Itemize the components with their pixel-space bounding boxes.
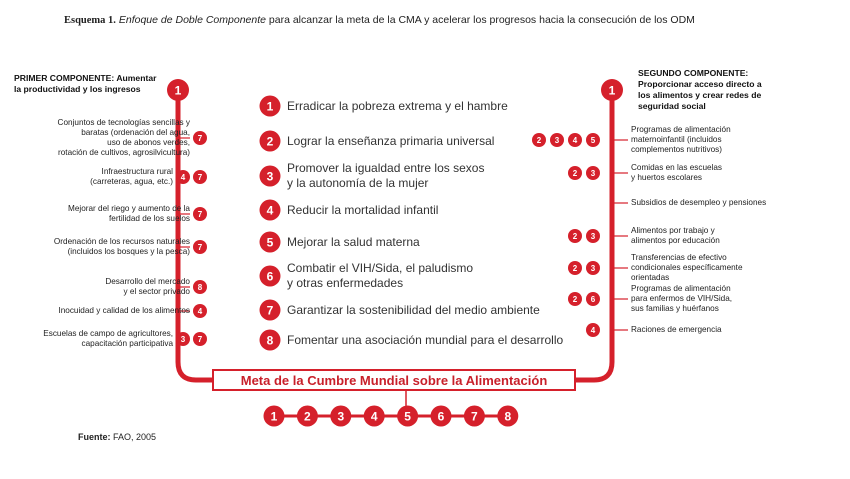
bottom-badge	[264, 406, 285, 427]
left-item-line: rotación de cultivos, agrosilvicultura)	[58, 148, 190, 157]
left-item-label	[15, 118, 190, 158]
right-item-badge-number: 3	[554, 135, 560, 145]
right-item-badge-number: 2	[572, 168, 578, 178]
top-left-badge	[167, 79, 189, 101]
goal-line: y otras enfermedades	[287, 276, 404, 290]
left-item-line: fertilidad de los suelos	[108, 214, 190, 223]
bottom-badge-number: 2	[304, 409, 311, 424]
source-label: Fuente:	[78, 432, 111, 442]
left-item-line: Inocuidad y calidad de los alimentos	[58, 306, 190, 315]
goal-line: y la autonomía de la mujer	[287, 176, 429, 190]
right-item-badge	[568, 229, 582, 243]
bottom-badge	[330, 406, 351, 427]
left-item-label	[15, 306, 190, 316]
left-heading-line: PRIMER COMPONENTE: Aumentar	[14, 73, 157, 83]
caption-title: Enfoque de Doble Componente	[118, 14, 266, 26]
goal-badge	[260, 266, 281, 287]
right-item-badge	[568, 166, 582, 180]
right-item-line: condicionales específicamente	[631, 263, 743, 272]
right-item-badge	[550, 133, 564, 147]
right-item-badge-number: 3	[590, 168, 596, 178]
right-item-badge	[568, 133, 582, 147]
goal-badge-number: 7	[266, 303, 274, 318]
right-item-badge	[586, 292, 600, 306]
right-item-badge	[586, 166, 600, 180]
right-item-line: maternoinfantil (incluidos	[631, 135, 722, 144]
right-item-line: y huertos escolares	[631, 173, 702, 182]
right-item-badge-number: 3	[590, 231, 596, 241]
left-item-label	[15, 237, 190, 257]
right-heading-line: seguridad social	[638, 101, 706, 111]
left-item-line: Ordenación de los recursos naturales	[53, 237, 190, 246]
left-item-badge	[193, 207, 207, 221]
right-item-badge	[586, 261, 600, 275]
right-item-label	[631, 163, 801, 183]
left-item-line: y el sector privado	[123, 287, 190, 296]
bottom-badge	[364, 406, 385, 427]
left-item-badge-number: 7	[197, 334, 203, 344]
right-item-badge-number: 3	[590, 263, 596, 273]
right-item-badge	[568, 261, 582, 275]
left-item-line: capacitación participativa	[81, 339, 173, 348]
bottom-badge	[431, 406, 452, 427]
goal-line: Promover la igualdad entre los sexos	[287, 161, 485, 175]
right-item-badge	[532, 133, 546, 147]
right-item-badge-number: 6	[590, 294, 596, 304]
right-item-line: Alimentos por trabajo y	[631, 226, 715, 235]
source-note	[78, 432, 156, 442]
left-item-label	[0, 167, 173, 187]
goal-line: Reducir la mortalidad infantil	[287, 202, 439, 217]
goal-text	[287, 333, 563, 348]
goal-badge	[260, 131, 281, 152]
left-item-badge	[193, 170, 207, 184]
left-item-label	[0, 329, 173, 349]
goal-text	[287, 203, 438, 218]
right-item-line: Raciones de emergencia	[631, 325, 722, 334]
right-item-label	[631, 253, 801, 283]
bottom-badge-number: 3	[337, 409, 345, 424]
goal-badge	[260, 330, 281, 351]
left-item-line: Mejorar del riego y aumento de la	[68, 204, 190, 213]
goal-line: Erradicar la pobreza extrema y el hambre	[287, 98, 508, 113]
left-item-line: (incluidos los bosques y la pesca)	[67, 247, 190, 256]
right-item-label	[631, 284, 801, 314]
bottom-badge	[497, 406, 518, 427]
left-item-badge	[176, 332, 190, 346]
goal-badge	[260, 232, 281, 253]
goal-text	[287, 235, 420, 250]
right-item-line: Comidas en las escuelas	[631, 163, 723, 172]
goal-line: Combatir el VIH/Sida, el paludismo	[287, 261, 474, 275]
right-item-badge	[586, 323, 600, 337]
left-item-line: Infraestructura rural	[101, 167, 173, 176]
right-heading-line: SEGUNDO COMPONENTE:	[638, 68, 749, 78]
top-right-badge	[601, 79, 623, 101]
left-item-line: Conjuntos de tecnologías sencillas y	[57, 118, 190, 127]
caption-rest: para alcanzar la meta de la CMA y acelerar los progresos hacia la consecución de los ODM	[268, 14, 695, 26]
left-item-badge	[193, 240, 207, 254]
right-heading-line: Proporcionar acceso directo a	[638, 79, 762, 89]
right-item-line: para enfermos de VIH/Sida,	[631, 294, 733, 303]
bottom-badge-number: 8	[504, 409, 512, 424]
left-item-label	[15, 277, 190, 297]
goal-badge	[260, 96, 281, 117]
right-item-label	[631, 226, 801, 246]
left-item-line: baratas (ordenación del agua,	[81, 128, 190, 137]
right-item-line: alimentos por educación	[631, 236, 720, 245]
right-item-label	[631, 325, 801, 335]
bottom-badge	[297, 406, 318, 427]
right-item-line: Subsidios de desempleo y pensiones	[631, 198, 767, 207]
right-item-label	[631, 198, 801, 208]
goal-line: Lograr la enseñanza primaria universal	[287, 133, 495, 148]
right-item-line: Programas de alimentación	[631, 125, 731, 134]
bottom-badge	[464, 406, 485, 427]
right-item-badge-number: 4	[590, 325, 596, 335]
left-item-badge-number: 7	[197, 133, 203, 143]
goal-badge	[260, 300, 281, 321]
goal-text	[287, 134, 494, 149]
bottom-badge-number: 4	[370, 409, 378, 424]
left-item-badge-number: 3	[180, 334, 186, 344]
goal-badge-number: 1	[266, 99, 274, 114]
goal-text	[287, 161, 484, 191]
left-item-line: Desarrollo del mercado	[105, 277, 190, 286]
left-item-badge-number: 7	[197, 209, 203, 219]
right-item-label	[631, 125, 801, 155]
right-item-line: Programas de alimentación	[631, 284, 731, 293]
left-item-badge	[176, 170, 190, 184]
meta-box	[212, 369, 576, 391]
right-item-line: complementos nutritivos)	[631, 145, 723, 154]
goal-line: Mejorar la salud materna	[287, 234, 420, 249]
left-item-badge-number: 7	[197, 172, 203, 182]
caption-lead: Esquema 1.	[64, 15, 116, 26]
left-item-badge	[193, 332, 207, 346]
right-item-badge-number: 2	[572, 231, 578, 241]
right-item-badge	[568, 292, 582, 306]
goal-badge-number: 5	[266, 235, 274, 250]
right-item-badge	[586, 229, 600, 243]
goal-text	[287, 303, 540, 318]
left-item-line: Escuelas de campo de agricultores,	[43, 329, 173, 338]
right-item-line: orientadas	[631, 273, 670, 282]
right-item-badge-number: 2	[572, 263, 578, 273]
left-item-badge-number: 7	[197, 242, 203, 252]
goal-text	[287, 261, 473, 291]
left-item-badge-number: 4	[180, 172, 186, 182]
right-item-line: Transferencias de efectivo	[631, 253, 727, 262]
left-item-badge	[193, 280, 207, 294]
top-left-badge-number: 1	[174, 83, 182, 98]
bottom-badge-number: 7	[471, 409, 478, 424]
left-item-badge	[193, 131, 207, 145]
bottom-badge-number: 1	[270, 409, 278, 424]
meta-label: Meta de la Cumbre Mundial sobre la Alimentación	[240, 372, 548, 388]
bottom-badge	[397, 406, 418, 427]
right-item-badge	[586, 133, 600, 147]
right-item-badge-number: 2	[572, 294, 578, 304]
goal-badge-number: 3	[266, 169, 274, 184]
left-item-line: (carreteras, agua, etc.)	[90, 177, 173, 186]
bottom-badge-number: 5	[404, 409, 411, 424]
bottom-badge-number: 6	[437, 409, 445, 424]
goal-line: Garantizar la sostenibilidad del medio ambiente	[287, 302, 540, 317]
goal-text	[287, 99, 508, 114]
goal-badge-number: 8	[266, 333, 274, 348]
right-item-badge-number: 2	[536, 135, 542, 145]
goal-line: Fomentar una asociación mundial para el desarrollo	[287, 332, 564, 347]
left-item-badge-number: 4	[197, 306, 203, 316]
goal-badge-number: 2	[266, 134, 274, 149]
right-heading-line: los alimentos y crear redes de	[638, 90, 762, 100]
right-item-badge-number: 5	[590, 135, 596, 145]
left-heading-line: la productividad y los ingresos	[14, 84, 141, 94]
left-item-badge	[193, 304, 207, 318]
goal-badge	[260, 200, 281, 221]
right-item-badge-number: 4	[572, 135, 578, 145]
goal-badge-number: 4	[266, 203, 274, 218]
left-item-badge-number: 8	[197, 282, 203, 292]
source-value: FAO, 2005	[113, 432, 157, 442]
left-item-line: uso de abonos verdes,	[107, 138, 190, 147]
top-right-badge-number: 1	[608, 83, 616, 98]
goal-badge-number: 6	[266, 269, 274, 284]
goal-badge	[260, 166, 281, 187]
right-item-line: sus familias y huérfanos	[631, 304, 719, 313]
left-item-label	[15, 204, 190, 224]
